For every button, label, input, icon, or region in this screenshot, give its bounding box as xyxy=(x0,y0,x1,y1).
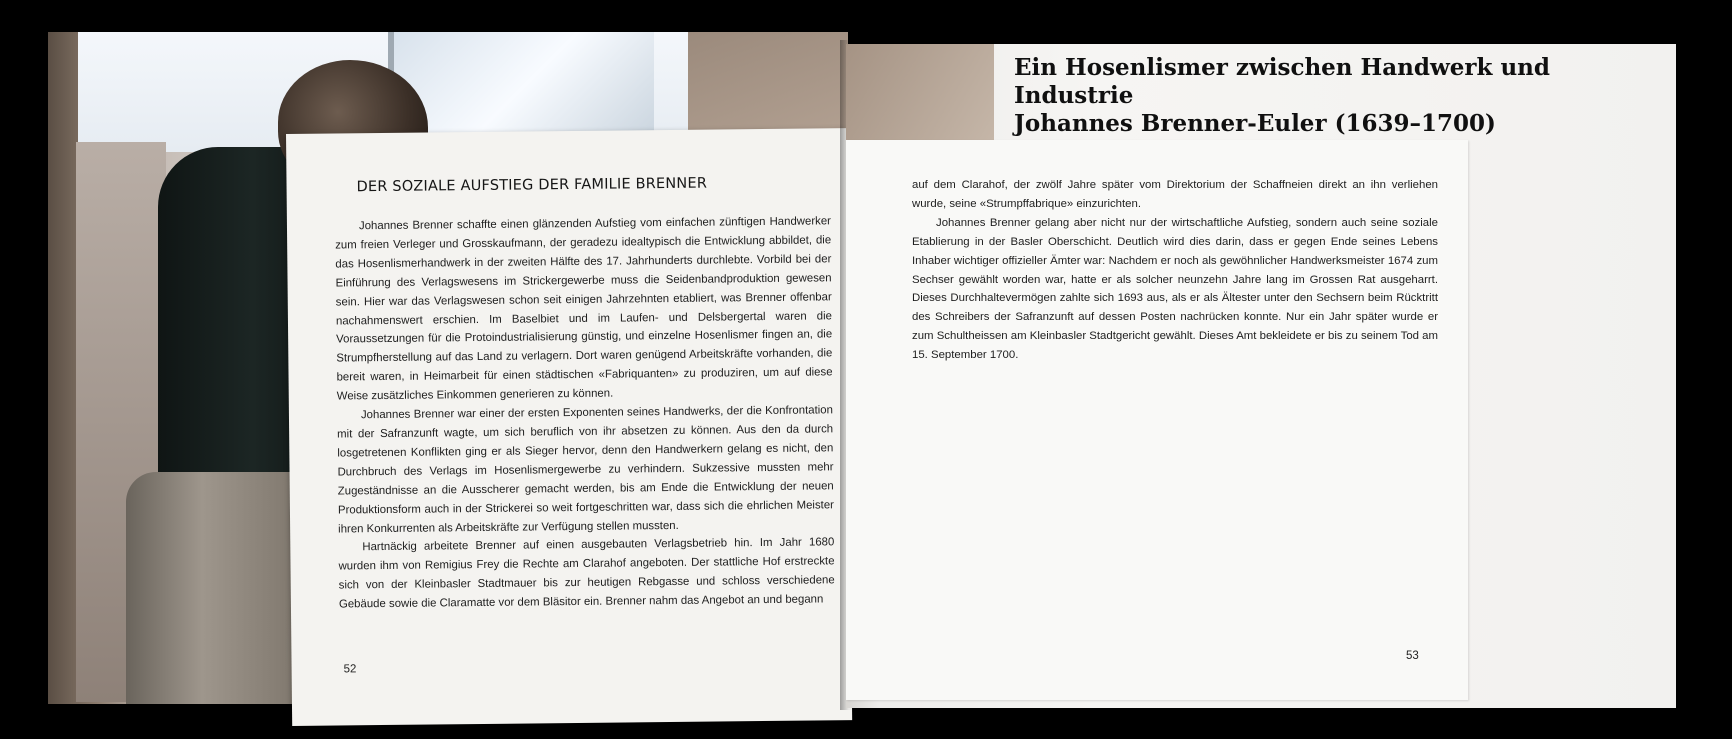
photo-strip xyxy=(846,44,994,140)
left-body-text xyxy=(335,212,835,614)
chapter-title xyxy=(1014,54,1664,138)
right-body-text xyxy=(912,176,1438,365)
page-number-left: 52 xyxy=(343,663,357,676)
paragraph: Johannes Brenner gelang aber nicht nur der wirtschaftliche Aufstieg, sondern auch seine soziale Etablierung in der Basler Oberschicht. Deutlich wird dies darin, dass er gegen Ende seines Lebens Inhaber wichtiger offizieller Ämter war: Nachdem er noch als gewöhnlicher Handwerksmeister 1674 zum Sechser gewählt worden war, hatte er als solcher neunzehn Jahre lang im Grossen Rat ausgeharrt. Dieses Durchhaltevermögen zahlte sich 1693 aus, als er als Ältester unter den Sechsern beim Rücktritt des Schreibers der Safranzunft auf dessen Posten nachrücken konnte. Nur ein Jahr später wurde er zum Schultheissen am Kleinbasler Stadtgericht gewählt. Dieses Amt bekleidete er bis zu seinem Tod am 15. September 1700. xyxy=(912,216,1438,362)
left-text-sheet xyxy=(286,128,852,726)
paragraph-continuation: auf dem Clarahof, der zwölf Jahre später vom Direktorium der Schaffneien direkt an ihn verliehen wurde, seine «Strumpffabrique» einzurichten. xyxy=(912,179,1438,210)
chapter-title-line1: Ein Hosenlismer zwischen Handwerk und Industrie xyxy=(1014,54,1550,109)
chapter-title-line2: Johannes Brenner-Euler (1639–1700) xyxy=(1014,110,1496,137)
paragraph: Johannes Brenner schaffte einen glänzenden Aufstieg vom einfachen zünftigen Handwerker zum freien Verleger und Grosskaufmann, der geradezu idealtypisch die Entwicklung abbildet, die das Hosenlismerhandwerk in der zweiten Hälfte des 17. Jahrhunderts durchlebte. Vorbild bei der Einführung des Verlagswesens im Strickergewerbe muss die Seidenbandproduktion gewesen sein. Hier war das Verlagswesen schon seit einigen Jahrzehnten etabliert, was Brenner offenbar nachahmenswert erschien. Im Baselbiet und im Laufen- und Delsbergertal waren die Voraussetzungen für die Protoindustrialisierung günstig, und einzelne Hosenlismer fingen an, die Strumpfherstellung auf das Land zu verlagern. Dort waren genügend Arbeitskräfte vorhanden, die bereit waren, in Heimarbeit für einen städtischen «Fabriquanten» zu produziren, um auf diese Weise zusätzliches Einkommen generieren zu können. xyxy=(335,215,833,403)
paragraph: Johannes Brenner war einer der ersten Exponenten seines Handwerks, der die Konfrontation mit der Safranzunft wagte, um sich beruflich von ihr absetzen zu können. Aus den da durch losgetretenen Konflikten ging er als Sieger hervor, denn den Handwerkern gelang es nicht, den Durchbruch des Verlags im Hosenlismergewerbe zu verhindern. Sukzessive mussten mehr Zugeständnisse an die Ausscherer gemacht werden, bis am Ende die Entwicklung der neuen Produktionsform auch in der Strickerei so weit fortgeschritten war, dass sich die ehrlichen Meister ihren Konkurrenten als Arbeitskräfte zur Verfügung stellen mussten. xyxy=(337,404,834,535)
section-heading: DER SOZIALE AUFSTIEG DER FAMILIE BRENNER xyxy=(356,175,708,196)
right-page xyxy=(846,44,1676,708)
photo-person-pants xyxy=(126,472,316,704)
right-text-sheet xyxy=(846,140,1468,700)
page-number-right: 53 xyxy=(1406,650,1419,662)
paragraph: Hartnäckig arbeitete Brenner auf einen ausgebauten Verlagsbetrieb hin. Im Jahr 1680 wurden ihm von Remigius Frey die Rechte am Clarahof angeboten. Der stattliche Hof erstreckte sich von der Kleinbasler Stadtmauer bis zur heutigen Rebgasse und schloss verschiedene Gebäude sowie die Claramatte vor dem Bläsitor ein. Brenner nahm das Angebot an und begann xyxy=(338,536,835,611)
